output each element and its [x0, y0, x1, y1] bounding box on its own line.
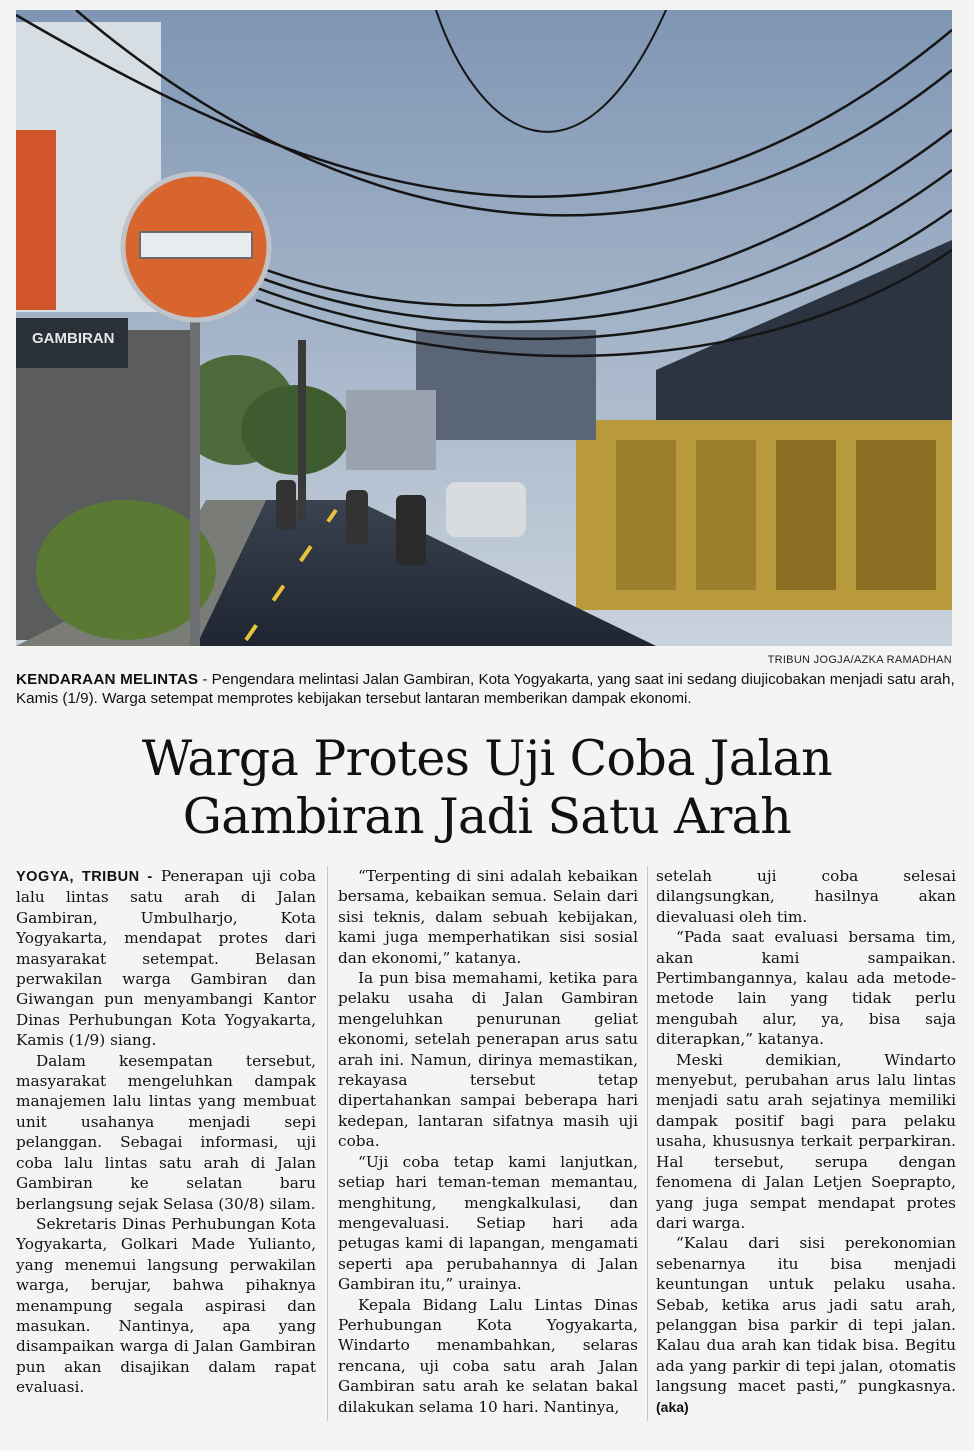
paragraph — [656, 1233, 956, 1417]
dateline: YOGYA, TRIBUN - — [16, 869, 153, 885]
paragraph: setelah uji coba selesai dilangsungkan, hasilnya akan dievaluasi oleh tim. — [656, 867, 956, 926]
paragraph: “Uji coba tetap kami lanjutkan, setiap hari teman-teman memantau, menghitung, mengkalkulasi, dan mengevaluasi. Setiap hari ada petugas kami di lapangan, mengamati seperti apa perubahannya di Jalan Gambiran itu,” urainya. — [338, 1152, 638, 1294]
street-name-sign: GAMBIRAN — [32, 330, 115, 347]
caption-text: - Pengendara melintasi Jalan Gambiran, Kota Yogyakarta, yang saat ini sedang diujicobakan menjadi satu arah, Kamis (1/9). Warga setempat memprotes kebijakan tersebut lantaran memberikan dampak ekonomi. — [16, 671, 955, 707]
paragraph: Sekretaris Dinas Perhubungan Kota Yogyakarta, Golkari Made Yulianto, yang menemui langsung perwakilan warga, berujar, bahwa pihaknya menampung segala aspirasi dan masukan. Nantinya, apa yang disampaikan warga di Jalan Gambiran pun akan disajikan dalam rapat evaluasi. — [16, 1214, 316, 1397]
paragraph — [16, 866, 316, 1051]
paragraph: Kepala Bidang Lalu Lintas Dinas Perhubungan Kota Yogyakarta, Windarto menambahkan, selaras rencana, uji coba satu arah Jalan Gambiran satu arah ke selatan bakal dilakukan selama 10 hari. Nantinya, — [338, 1295, 638, 1416]
column-divider — [327, 866, 328, 1421]
headline-line-1: Warga Protes Uji Coba Jalan — [141, 730, 833, 787]
article-column-2 — [338, 866, 638, 1417]
paragraph: “Terpenting di sini adalah kebaikan bersama, kebaikan semua. Selain dari sisi teknis, dalam sebuah kebijakan, kami juga memperhatikan sisi sosial dan ekonomi,” katanya. — [338, 867, 638, 967]
street-scene-illustration — [16, 10, 952, 646]
paragraph: Meski demikian, Windarto menyebut, perubahan arus lalu lintas menjadi satu arah sejatinya memiliki dampak positif bagi para pelaku usaha, khususnya terkait perparkiran. Hal tersebut, serupa dengan fenomena di Jalan Letjen Soeprapto, yang juga sempat mendapat protes dari warga. — [656, 1050, 956, 1232]
headline — [40, 730, 934, 846]
paragraph: Dalam kesempatan tersebut, masyarakat mengeluhkan dampak manajemen lalu lintas yang membuat unit usahanya menjadi sepi pelanggan. Sebagai informasi, uji coba lalu lintas satu arah di Jalan Gambiran ke selatan baru berlangsung sejak Selasa (30/8) silam. — [16, 1051, 316, 1213]
paragraph-text: “Kalau dari sisi perekonomian sebenarnya itu bisa menjadi keuntungan untuk pelaku usaha. Sebab, ketika arus jadi satu arah, pelanggan bisa parkir di tepi jalan. Kalau dua arah kan tidak bisa. Begitu ada yang parkir di tepi jalan, otomatis langsung macet pasti,” pungkasnya. — [656, 1234, 956, 1396]
article-column-1 — [16, 866, 316, 1398]
photo-caption — [16, 670, 956, 708]
author-signature: (aka) — [656, 1398, 689, 1415]
column-divider — [647, 866, 648, 1421]
paragraph: “Pada saat evaluasi bersama tim, akan kami sampaikan. Pertimbangannya, kalau ada metode-metode lain yang tidak perlu mengubah alur, ya, bisa saja diterapkan,” katanya. — [656, 928, 956, 1049]
headline-line-2: Gambiran Jadi Satu Arah — [182, 788, 792, 845]
article-body — [16, 866, 960, 1426]
caption-lead: KENDARAAN MELINTAS — [16, 671, 199, 688]
photo-credit: TRIBUN JOGJA/AZKA RAMADHAN — [767, 654, 952, 666]
paragraph: Ia pun bisa memahami, ketika para pelaku usaha di Jalan Gambiran mengeluhkan penurunan geliat ekonomi, setelah penerapan arus satu arah ini. Namun, dirinya memastikan, rekayasa tersebut tetap dipertahankan sampai beberapa hari kedepan, lantaran sifatnya masih uji coba. — [338, 969, 638, 1151]
article-column-3 — [656, 866, 956, 1417]
news-photo — [16, 10, 952, 646]
paragraph-text: Penerapan uji coba lalu lintas satu arah di Jalan Gambiran, Umbulharjo, Kota Yogyakarta, mendapat protes dari masyarakat setempat. Belasan perwakilan warga Gambiran dan Giwangan pun menyambangi Kantor Dinas Perhubungan Kota Yogyakarta, Kamis (1/9) siang. — [16, 867, 316, 1050]
